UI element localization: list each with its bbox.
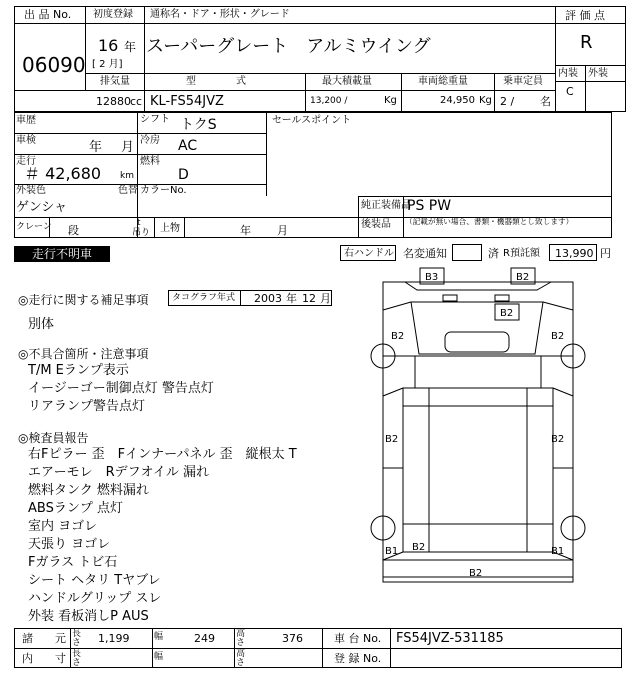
- damage-mark: B2: [551, 434, 565, 445]
- month-value: [ 2 月]: [92, 59, 123, 70]
- damage-mark: B3: [425, 272, 439, 283]
- capacity-label: 乗車定員: [503, 76, 543, 87]
- crane-t: t: [137, 218, 141, 228]
- cab-side-line: [543, 302, 573, 310]
- divider: [184, 217, 185, 238]
- first-reg-label: 初度登録: [93, 9, 133, 20]
- interior-label: 内装: [558, 68, 578, 79]
- defect-line: T/M Eランプ表示: [28, 363, 129, 378]
- interior-value: C: [566, 85, 574, 98]
- divider: [585, 65, 586, 112]
- fuel-value: D: [178, 167, 189, 183]
- tachograph-year: 2003: [254, 292, 282, 305]
- name-change-box: [452, 244, 482, 261]
- grade-label: 評 価 点: [565, 9, 605, 22]
- tax-prefix: 済: [488, 247, 499, 260]
- ext-color-value: ゲンシャ: [16, 200, 68, 215]
- divider: [390, 628, 391, 668]
- width-label: 幅: [154, 632, 164, 642]
- inspector-line: Fガラス トビ石: [28, 555, 118, 570]
- history-label: 車歴: [16, 115, 36, 126]
- name-label: 通称名・ドア・形状・グレード: [150, 9, 290, 20]
- shift-value: トクS: [180, 117, 217, 133]
- divider: [234, 628, 235, 668]
- divider: [358, 217, 359, 238]
- divider: [240, 290, 241, 306]
- ac-label: 冷房: [140, 135, 160, 146]
- color-code-label: カラーNo.: [140, 185, 187, 196]
- inspector-line: エアーモレ Rデフオイル 漏れ: [28, 465, 209, 480]
- inner-width-label: 幅: [154, 652, 164, 662]
- shift-label: シフト: [140, 114, 170, 125]
- box-edge: [553, 388, 573, 396]
- capacity-unit: 名: [540, 95, 551, 108]
- height-label: 高さ: [236, 629, 246, 648]
- length-label: 長さ: [72, 629, 82, 648]
- exterior-label: 外装: [588, 68, 608, 79]
- displacement-label: 排気量: [100, 76, 130, 87]
- divider: [14, 90, 555, 91]
- max-load-value: 13,200 /: [310, 96, 348, 106]
- truck-body-outline: [383, 282, 573, 577]
- box-edge: [383, 388, 403, 396]
- crane-stage: 段: [68, 224, 79, 237]
- inspection-label: 車検: [16, 135, 36, 146]
- cab-roof: [405, 282, 551, 290]
- lot-label: 出 品 No.: [24, 8, 72, 21]
- mileage-unit: km: [120, 171, 134, 181]
- color-no-label: 色替: [118, 185, 138, 196]
- cargo-box: [403, 388, 553, 552]
- crane-lift: 吊り: [132, 228, 151, 238]
- car-name: スーパーグレート アルミウイング: [146, 36, 431, 57]
- divider: [85, 73, 555, 74]
- sales-point-label: セールスポイント: [272, 115, 352, 126]
- mirror-right: [495, 295, 509, 301]
- inspector-title: ◎検査員報告: [18, 431, 89, 445]
- upper-month: 月: [277, 224, 288, 237]
- divider: [85, 6, 86, 90]
- inner-length-label: 長さ: [72, 649, 82, 668]
- defect-line: リアランプ警告点灯: [28, 399, 146, 414]
- inspector-line: 外装 看板消しP AUS: [28, 609, 149, 624]
- supplement-line: 別体: [28, 317, 55, 332]
- tachograph-month: 12: [302, 292, 316, 305]
- capacity-value: 2 /: [500, 95, 515, 108]
- divider: [154, 217, 155, 238]
- inspector-line: 右Fピラー 歪 Fインナーパネル 歪 縦根太 T: [28, 447, 297, 462]
- grade-value: R: [580, 32, 593, 53]
- driving-supplement-title: ◎走行に関する補足事項: [18, 293, 149, 307]
- genuine-equip-label: 純正装備品: [361, 200, 411, 211]
- divider: [144, 73, 145, 112]
- divider: [358, 196, 612, 197]
- tachograph-label: タコグラフ年式: [172, 293, 236, 303]
- tachograph-year-unit: 年: [286, 292, 297, 305]
- damage-mark: B1: [385, 546, 399, 557]
- crane-label: クレーン: [16, 222, 52, 232]
- gross-weight-unit: Kg: [479, 95, 492, 106]
- inner-height-label: 高さ: [236, 649, 246, 668]
- damage-mark: B2: [391, 331, 405, 342]
- handle-label: 右ハンドル: [344, 248, 394, 259]
- genuine-equip-value: PS PW: [407, 198, 452, 214]
- mirror-left: [443, 295, 457, 301]
- ac-value: AC: [178, 138, 198, 154]
- inspector-line: 燃料タンク 燃料漏れ: [28, 483, 149, 498]
- inner-label: 内 寸: [22, 652, 66, 665]
- divider: [70, 628, 71, 668]
- mileage-unknown-badge: 走行不明車: [14, 246, 110, 262]
- inspector-line: ハンドルグリップ スレ: [28, 591, 162, 606]
- truck-damage-diagram: [355, 262, 600, 626]
- gross-weight-value: 24,950: [440, 95, 475, 106]
- mileage-value: ＃ 42,680: [24, 164, 102, 183]
- damage-mark: B2: [412, 542, 426, 553]
- length-value: 1,199: [98, 632, 130, 645]
- defects-title: ◎不具合箇所・注意事項: [18, 347, 149, 361]
- divider: [14, 133, 266, 134]
- upper-label: 上物: [160, 223, 180, 234]
- divider: [555, 6, 556, 112]
- damage-mark: B2: [500, 308, 514, 319]
- aftermarket-note: （記載が無い場合、書類・機器類とし致します）: [405, 218, 574, 227]
- divider: [305, 73, 306, 112]
- damage-mark: B2: [516, 272, 530, 283]
- model-value: KL-FS54JVZ: [150, 94, 224, 109]
- lot-number: 06090: [22, 53, 86, 77]
- name-change-label: 名変通知: [403, 247, 447, 260]
- inspection-month: 月: [121, 140, 135, 155]
- inspection-year: 年: [89, 140, 103, 155]
- inspector-line: 天張り ヨゴレ: [28, 537, 111, 552]
- damage-mark: B2: [469, 568, 483, 579]
- divider: [494, 73, 495, 112]
- year-value: 16: [98, 36, 119, 55]
- gross-weight-label: 車両総重量: [418, 76, 468, 87]
- divider: [401, 73, 402, 112]
- divider: [555, 65, 626, 66]
- cab-top: [445, 332, 509, 352]
- max-load-unit: Kg: [384, 95, 397, 106]
- model-label: 型 式: [186, 76, 246, 87]
- tax-label: R預託額: [503, 248, 540, 259]
- divider: [322, 628, 323, 668]
- damage-mark: B1: [551, 546, 565, 557]
- aftermarket-label: 後装品: [361, 219, 391, 230]
- height-value: 376: [282, 632, 303, 645]
- divider: [358, 196, 359, 217]
- divider: [555, 81, 626, 82]
- chassis-value: FS54JVZ-531185: [396, 631, 504, 646]
- tachograph-month-unit: 月: [320, 292, 331, 305]
- cab-side-line: [383, 302, 411, 310]
- upper-year: 年: [240, 224, 251, 237]
- divider: [266, 112, 267, 196]
- defect-line: イージーゴー制御点灯 警告点灯: [28, 381, 214, 396]
- divider: [14, 648, 622, 649]
- displacement-value: 12880: [96, 95, 131, 108]
- max-load-label: 最大積載量: [322, 76, 372, 87]
- mileage-label: 走行: [16, 156, 36, 167]
- divider: [14, 154, 266, 155]
- tax-value: 13,990: [555, 247, 594, 260]
- damage-mark: B2: [551, 331, 565, 342]
- chassis-label: 車 台 No.: [334, 632, 382, 645]
- year-unit: 年: [124, 40, 137, 54]
- divider: [403, 217, 404, 238]
- inspector-line: 室内 ヨゴレ: [28, 519, 98, 534]
- ext-color-label: 外装色: [16, 185, 46, 196]
- inspector-line: ABSランプ 点灯: [28, 501, 123, 516]
- divider: [152, 628, 153, 668]
- displacement-unit: cc: [130, 95, 143, 108]
- windshield: [411, 302, 543, 354]
- width-value: 249: [194, 632, 215, 645]
- inspector-line: シート ヘタリ Tヤブレ: [28, 573, 161, 588]
- tax-unit: 円: [600, 247, 611, 260]
- divider: [14, 23, 626, 24]
- dims-label: 諸 元: [22, 632, 66, 645]
- reg-label: 登 録 No.: [334, 652, 382, 665]
- damage-mark: B2: [385, 434, 399, 445]
- fuel-label: 燃料: [140, 156, 160, 167]
